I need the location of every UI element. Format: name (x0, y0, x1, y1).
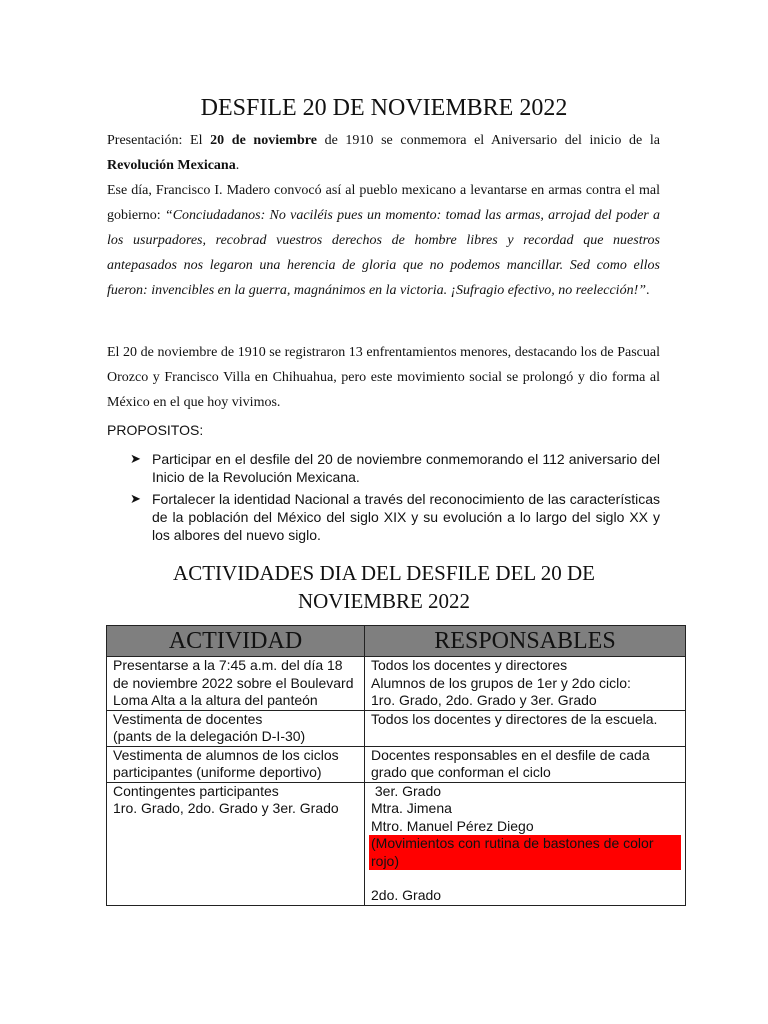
presentacion-bold-date: 20 de noviembre (210, 133, 317, 148)
arrow-bullet-icon: ➤ (130, 451, 141, 466)
actividad-line: Contingentes participantes (113, 782, 279, 799)
ese-dia-text: Ese día, Francisco I. Madero convocó así al pueblo mexicano a levantarse en armas contra el mal gobierno: (107, 183, 660, 223)
proposito-text-1: Participar en el desfile del 20 de noviembre conmemorando el 112 aniversario del Inicio de la Revolución Mexicana. (152, 451, 660, 485)
propositos-label: PROPOSITOS: (107, 422, 204, 438)
red-highlight-note: (Movimientos con rutina de bastones de color rojo) (369, 835, 681, 870)
presentacion-text-1: El (182, 133, 211, 148)
actividades-title-line-1: ACTIVIDADES DIA DEL DESFILE DEL 20 DE (173, 561, 595, 585)
table-row (107, 657, 686, 711)
list-item (130, 450, 660, 486)
ese-dia-paragraph (107, 178, 660, 303)
arrow-bullet-icon: ➤ (130, 491, 141, 506)
presentacion-label: Presentación: (107, 133, 183, 148)
presentacion-bold-revolucion: Revolución Mexicana (107, 158, 236, 173)
actividades-table (106, 625, 686, 906)
spacer (371, 870, 679, 887)
document-title: DESFILE 20 DE NOVIEMBRE 2022 (200, 95, 568, 121)
paragraph-1910 (107, 340, 660, 415)
responsable-line: 2do. Grado (371, 887, 442, 903)
cell-responsables (365, 657, 686, 711)
cell-actividad: Vestimenta de alumnos de los ciclos participantes (uniforme deportivo) (107, 746, 365, 782)
actividad-line: (pants de la delegación D-I-30) (113, 728, 306, 744)
cell-actividad (107, 710, 365, 746)
actividad-line: Vestimenta de docentes (113, 710, 263, 727)
presentacion-paragraph (107, 128, 660, 178)
propositos-list (130, 450, 660, 548)
cell-responsables: Todos los docentes y directores de la escuela. (365, 710, 686, 746)
proposito-text-2: Fortalecer la identidad Nacional a través del reconocimiento de las características de la población del México del siglo XIX y su evolución a lo largo del siglo XX y los albores del nuevo siglo. (152, 491, 660, 543)
responsable-line: Mtra. Jimena (371, 800, 452, 816)
responsable-line: 1ro. Grado, 2do. Grado y 3er. Grado (371, 692, 597, 708)
responsable-line: Todos los docentes y directores (371, 657, 568, 673)
presentacion-text-2: de 1910 se conmemora el Aniversario del inicio de la (316, 133, 660, 148)
paragraph-1910-text: El 20 de noviembre de 1910 se registraron 13 enfrentamientos menores, destacando los de Pascual Orozco y Francisco Villa en Chihuahua, pero este movimiento social se prolongó y dio forma al México en el que hoy vivimos. (107, 345, 660, 410)
cell-actividad (107, 782, 365, 905)
table-header-row (107, 626, 686, 657)
ese-dia-end: . (646, 283, 650, 298)
header-responsables: RESPONSABLES (365, 626, 686, 657)
table-row (107, 710, 686, 746)
responsable-line: Alumnos de los grupos de 1er y 2do ciclo: (371, 674, 631, 691)
presentacion-text-3: . (235, 158, 240, 173)
cell-actividad: Presentarse a la 7:45 a.m. del día 18 de noviembre 2022 sobre el Boulevard Loma Alta a la altura del panteón (107, 657, 365, 711)
actividades-title (0, 559, 768, 615)
table-row (107, 782, 686, 905)
actividades-title-line-2: NOVIEMBRE 2022 (297, 589, 471, 613)
responsable-line: Mtro. Manuel Pérez Diego (371, 817, 534, 834)
actividad-line: 1ro. Grado, 2do. Grado y 3er. Grado (113, 800, 339, 816)
cell-responsables: Docentes responsables en el desfile de cada grado que conforman el ciclo (365, 746, 686, 782)
madero-quote: “Conciudadanos: No vaciléis pues un momento: tomad las armas, arrojad del poder a los usurpadores, recobrad vuestros derechos de hombre libres y recordad que nuestros antepasados nos legaron una herencia de gloria que no podemos mancillar. Sed como ellos fueron: invencibles en la guerra, magnánimos en la victoria. ¡Sufragio efectivo, no reelección!” (107, 208, 660, 298)
responsable-line: 3er. Grado (371, 782, 442, 799)
header-actividad: ACTIVIDAD (107, 626, 365, 657)
cell-responsables (365, 782, 686, 905)
table-row (107, 746, 686, 782)
list-item (130, 490, 660, 544)
